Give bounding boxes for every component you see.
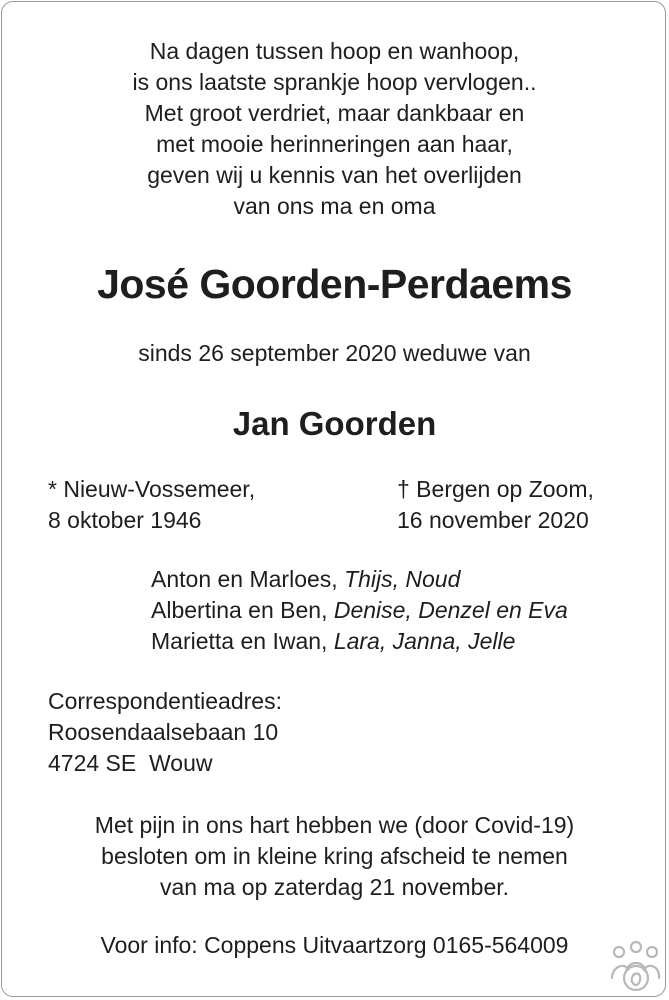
correspondence-label: Correspondentieadres:	[48, 688, 282, 714]
spouse-name: Jan Goorden	[232, 405, 437, 442]
closing-line-2: besloten om in kleine kring afscheid te nemen	[101, 843, 568, 869]
family-line-1	[151, 564, 460, 594]
family-parents: Albertina en Ben,	[151, 597, 334, 623]
birth-place: * Nieuw-Vossemeer,	[48, 476, 256, 502]
family-circle-logo-icon	[606, 938, 664, 994]
family-parents: Marietta en Iwan,	[151, 628, 334, 654]
birth-date: 8 oktober 1946	[48, 507, 202, 533]
intro-line-1: Na dagen tussen hoop en wanhoop,	[149, 38, 520, 64]
intro-line-4: met mooie herinneringen aan haar,	[156, 131, 513, 157]
family-children: Denise, Denzel en Eva	[333, 597, 568, 623]
intro-line-6: van ons ma en oma	[233, 193, 436, 219]
family-parents: Anton en Marloes,	[151, 566, 345, 592]
family-children: Thijs, Noud	[344, 566, 461, 592]
closing-line-3: van ma op zaterdag 21 november.	[159, 874, 510, 900]
intro-line-3: Met groot verdriet, maar dankbaar en	[144, 100, 525, 126]
deceased-name: José Goorden-Perdaems	[97, 261, 572, 307]
correspondence-city: 4724 SE Wouw	[48, 750, 213, 776]
widow-line: sinds 26 september 2020 weduwe van	[138, 340, 531, 366]
family-line-3	[151, 626, 515, 656]
death-date: 16 november 2020	[397, 507, 589, 533]
closing-line-1: Met pijn in ons hart hebben we (door Covid-19)	[94, 812, 575, 838]
family-line-2	[151, 595, 568, 625]
correspondence-street: Roosendaalsebaan 10	[48, 719, 279, 745]
family-children: Lara, Janna, Jelle	[333, 628, 516, 654]
intro-line-5: geven wij u kennis van het overlijden	[147, 162, 522, 188]
death-place: † Bergen op Zoom,	[397, 476, 594, 502]
info-line: Voor info: Coppens Uitvaartzorg 0165-564009	[100, 932, 569, 958]
intro-line-2: is ons laatste sprankje hoop vervlogen..	[132, 69, 537, 95]
